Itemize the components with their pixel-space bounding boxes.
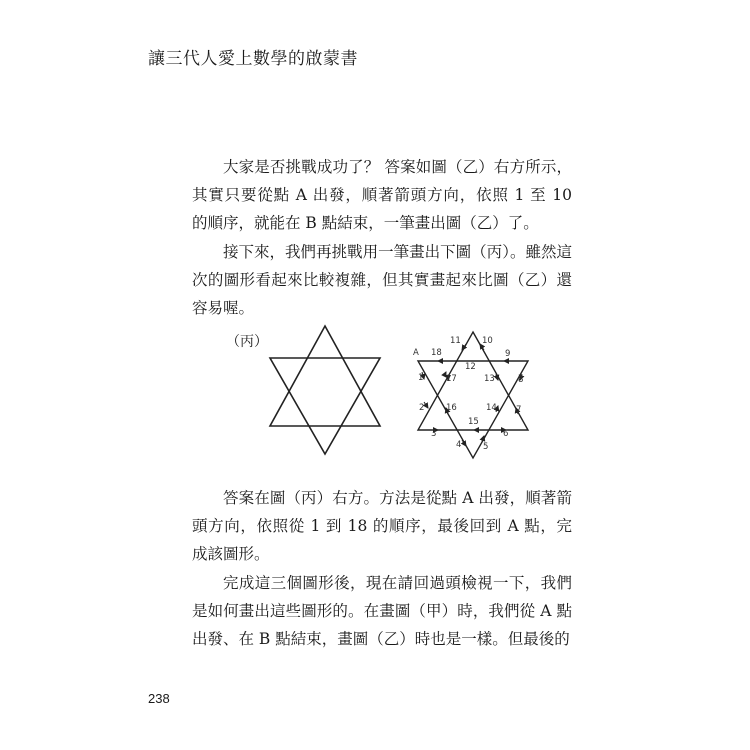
body-paragraph-4: 完成這三個圖形後，現在請回過頭檢視一下，我們是如何畫出這些圖形的。在畫圖（甲）時，我們從 A 點出發、在 B 點結束，畫圖（乙）時也是一樣。但最後的 bbox=[192, 574, 572, 648]
figure-label: （丙） bbox=[226, 334, 268, 350]
body-paragraph-2: 接下來，我們再挑戰用一筆畫出下圖（丙）。雖然這次的圖形看起來比較複雜，但其實畫起來比圖（乙）還容易喔。 bbox=[192, 243, 572, 317]
body-paragraph-3: 答案在圖（丙）右方。方法是從點 A 出發，順著箭頭方向，依照從 1 到 18 的順序，最後回到 A 點，完成該圖形。 bbox=[192, 489, 572, 563]
upward-triangle bbox=[270, 326, 380, 426]
step-label: 11 bbox=[450, 336, 461, 346]
step-label: 14 bbox=[486, 403, 497, 413]
hexagram-figure bbox=[268, 322, 388, 458]
step-label: 1 bbox=[418, 373, 424, 383]
step-label: 3 bbox=[431, 429, 437, 439]
upward-triangle bbox=[418, 332, 528, 430]
step-label: 12 bbox=[465, 362, 476, 372]
step-label: 2 bbox=[419, 403, 425, 413]
step-label: 8 bbox=[518, 375, 524, 385]
step-label: 18 bbox=[431, 348, 442, 358]
step-label: 4 bbox=[456, 440, 462, 450]
step-label: 9 bbox=[505, 349, 511, 359]
step-label: 15 bbox=[468, 417, 479, 427]
step-label: 17 bbox=[446, 374, 457, 384]
start-point-label: A bbox=[413, 348, 419, 358]
page-number: 238 bbox=[148, 691, 170, 706]
step-label: 13 bbox=[484, 374, 495, 384]
step-label: 6 bbox=[503, 429, 509, 439]
hexagram-solution-figure bbox=[410, 330, 535, 460]
direction-arrow bbox=[424, 402, 428, 408]
step-label: 10 bbox=[482, 336, 493, 346]
downward-triangle bbox=[418, 361, 528, 458]
step-label: 7 bbox=[516, 405, 522, 415]
step-label: 5 bbox=[483, 442, 489, 452]
running-title: 讓三代人愛上數學的啟蒙書 bbox=[148, 49, 358, 69]
step-label: 16 bbox=[446, 403, 457, 413]
downward-triangle bbox=[270, 358, 380, 454]
body-paragraph-1: 大家是否挑戰成功了？ 答案如圖（乙）右方所示，其實只要從點 A 出發，順著箭頭方向，依照 1 至 10 的順序，就能在 B 點結束，一筆畫出圖（乙）了。 bbox=[192, 158, 572, 232]
